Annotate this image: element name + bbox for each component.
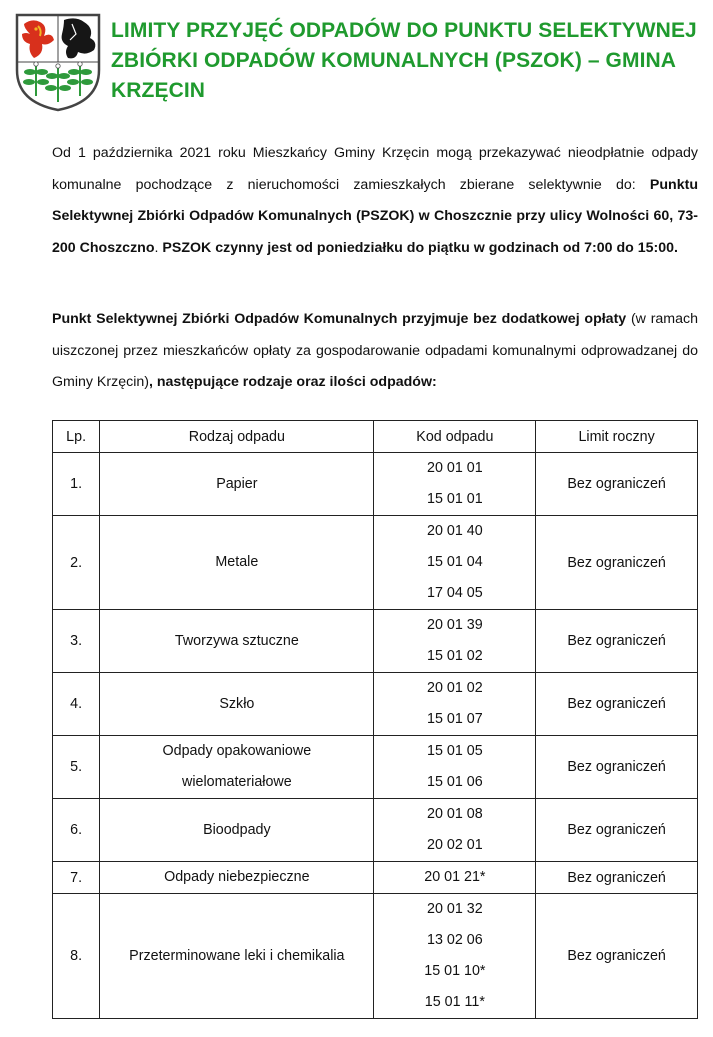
table-row xyxy=(53,862,698,894)
waste-code: 15 01 06 xyxy=(427,774,483,790)
waste-code: 17 04 05 xyxy=(427,585,483,601)
row-number: 6. xyxy=(53,799,100,862)
waste-code: 20 01 01 xyxy=(427,460,483,476)
waste-type: Odpady opakowaniowe wielomateriałowe xyxy=(100,736,374,799)
waste-codes xyxy=(374,736,536,799)
waste-code: 20 01 08 xyxy=(427,806,483,822)
waste-code: 15 01 01 xyxy=(427,491,483,507)
pszok-address: Punktu Selektywnej Zbiórki Odpadów Komunalnych (PSZOK) w Choszcznie przy ulicy Wolności 60, 73-200 Choszczno xyxy=(52,176,698,256)
table-row xyxy=(53,610,698,673)
waste-code: 15 01 10* xyxy=(424,963,486,979)
acceptance-note: (w ramach uiszczonej przez mieszkańców opłaty za gospodarowanie odpadami komunalnymi odprowadzanej do Gminy Krzęcin) xyxy=(52,311,698,391)
annual-limit: Bez ograniczeń xyxy=(536,799,698,862)
waste-type: Metale xyxy=(100,516,374,610)
acceptance-lead: Punkt Selektywnej Zbiórki Odpadów Komunalnych przyjmuje bez dodatkowej opłaty xyxy=(52,311,627,327)
row-number: 5. xyxy=(53,736,100,799)
annual-limit: Bez ograniczeń xyxy=(536,516,698,610)
header-lp: Lp. xyxy=(53,421,100,453)
annual-limit: Bez ograniczeń xyxy=(536,453,698,516)
waste-code: 20 01 40 xyxy=(427,523,483,539)
waste-codes xyxy=(374,516,536,610)
annual-limit: Bez ograniczeń xyxy=(536,673,698,736)
waste-type: Szkło xyxy=(100,673,374,736)
header-waste-code: Kod odpadu xyxy=(374,421,536,453)
waste-code: 20 01 39 xyxy=(427,617,483,633)
row-number: 2. xyxy=(53,516,100,610)
intro-text: Od 1 października 2021 roku Mieszkańcy Gminy Krzęcin mogą przekazywać nieodpłatnie odpady komunalne pochodzące z nieruchomości zamieszkałych zbierane selektywnie do: xyxy=(52,145,698,193)
header-annual-limit: Limit roczny xyxy=(536,421,698,453)
annual-limit: Bez ograniczeń xyxy=(536,610,698,673)
waste-type: Papier xyxy=(100,453,374,516)
table-row xyxy=(53,516,698,610)
row-number: 7. xyxy=(53,862,100,894)
waste-codes xyxy=(374,862,536,894)
acceptance-tail: , następujące rodzaje oraz ilości odpadów: xyxy=(148,374,437,391)
opening-hours: PSZOK czynny jest od poniedziałku do piątku w godzinach od 7:00 do 15:00. xyxy=(162,239,678,256)
waste-code: 15 01 11* xyxy=(424,994,485,1010)
waste-codes xyxy=(374,453,536,516)
annual-limit: Bez ograniczeń xyxy=(536,862,698,894)
table-row xyxy=(53,894,698,1019)
table-header-row xyxy=(53,421,698,453)
table-row xyxy=(53,799,698,862)
waste-type: Przeterminowane leki i chemikalia xyxy=(100,894,374,1019)
waste-code: 20 01 32 xyxy=(427,901,483,917)
table-row xyxy=(53,673,698,736)
waste-code: 15 01 04 xyxy=(427,554,483,570)
header-waste-type: Rodzaj odpadu xyxy=(100,421,374,453)
waste-limits-table xyxy=(52,420,698,1019)
annual-limit: Bez ograniczeń xyxy=(536,894,698,1019)
waste-code: 15 01 05 xyxy=(427,743,483,759)
waste-code: 20 01 02 xyxy=(427,680,483,696)
waste-type: Tworzywa sztuczne xyxy=(100,610,374,673)
page-title: LIMITY PRZYJĘĆ ODPADÓW DO PUNKTU SELEKTYWNEJ ZBIÓRKI ODPADÓW KOMUNALNYCH (PSZOK) – GMINA KRZĘCIN xyxy=(111,19,697,102)
waste-code: 15 01 02 xyxy=(427,648,483,664)
waste-codes xyxy=(374,673,536,736)
page-header xyxy=(12,12,702,112)
coat-of-arms-icon xyxy=(14,12,102,112)
waste-type: Bioodpady xyxy=(100,799,374,862)
row-number: 4. xyxy=(53,673,100,736)
row-number: 3. xyxy=(53,610,100,673)
intro-paragraph xyxy=(52,138,698,264)
table-row xyxy=(53,736,698,799)
row-number: 1. xyxy=(53,453,100,516)
waste-code: 13 02 06 xyxy=(427,932,483,948)
acceptance-paragraph xyxy=(52,304,698,399)
waste-codes xyxy=(374,799,536,862)
waste-codes xyxy=(374,610,536,673)
waste-code: 15 01 07 xyxy=(427,711,483,727)
annual-limit: Bez ograniczeń xyxy=(536,736,698,799)
table-row xyxy=(53,453,698,516)
intro-separator: . xyxy=(154,239,163,256)
waste-type: Odpady niebezpieczne xyxy=(100,862,374,894)
waste-code: 20 02 01 xyxy=(427,837,483,853)
waste-code: 20 01 21* xyxy=(424,869,486,885)
row-number: 8. xyxy=(53,894,100,1019)
waste-codes xyxy=(374,894,536,1019)
